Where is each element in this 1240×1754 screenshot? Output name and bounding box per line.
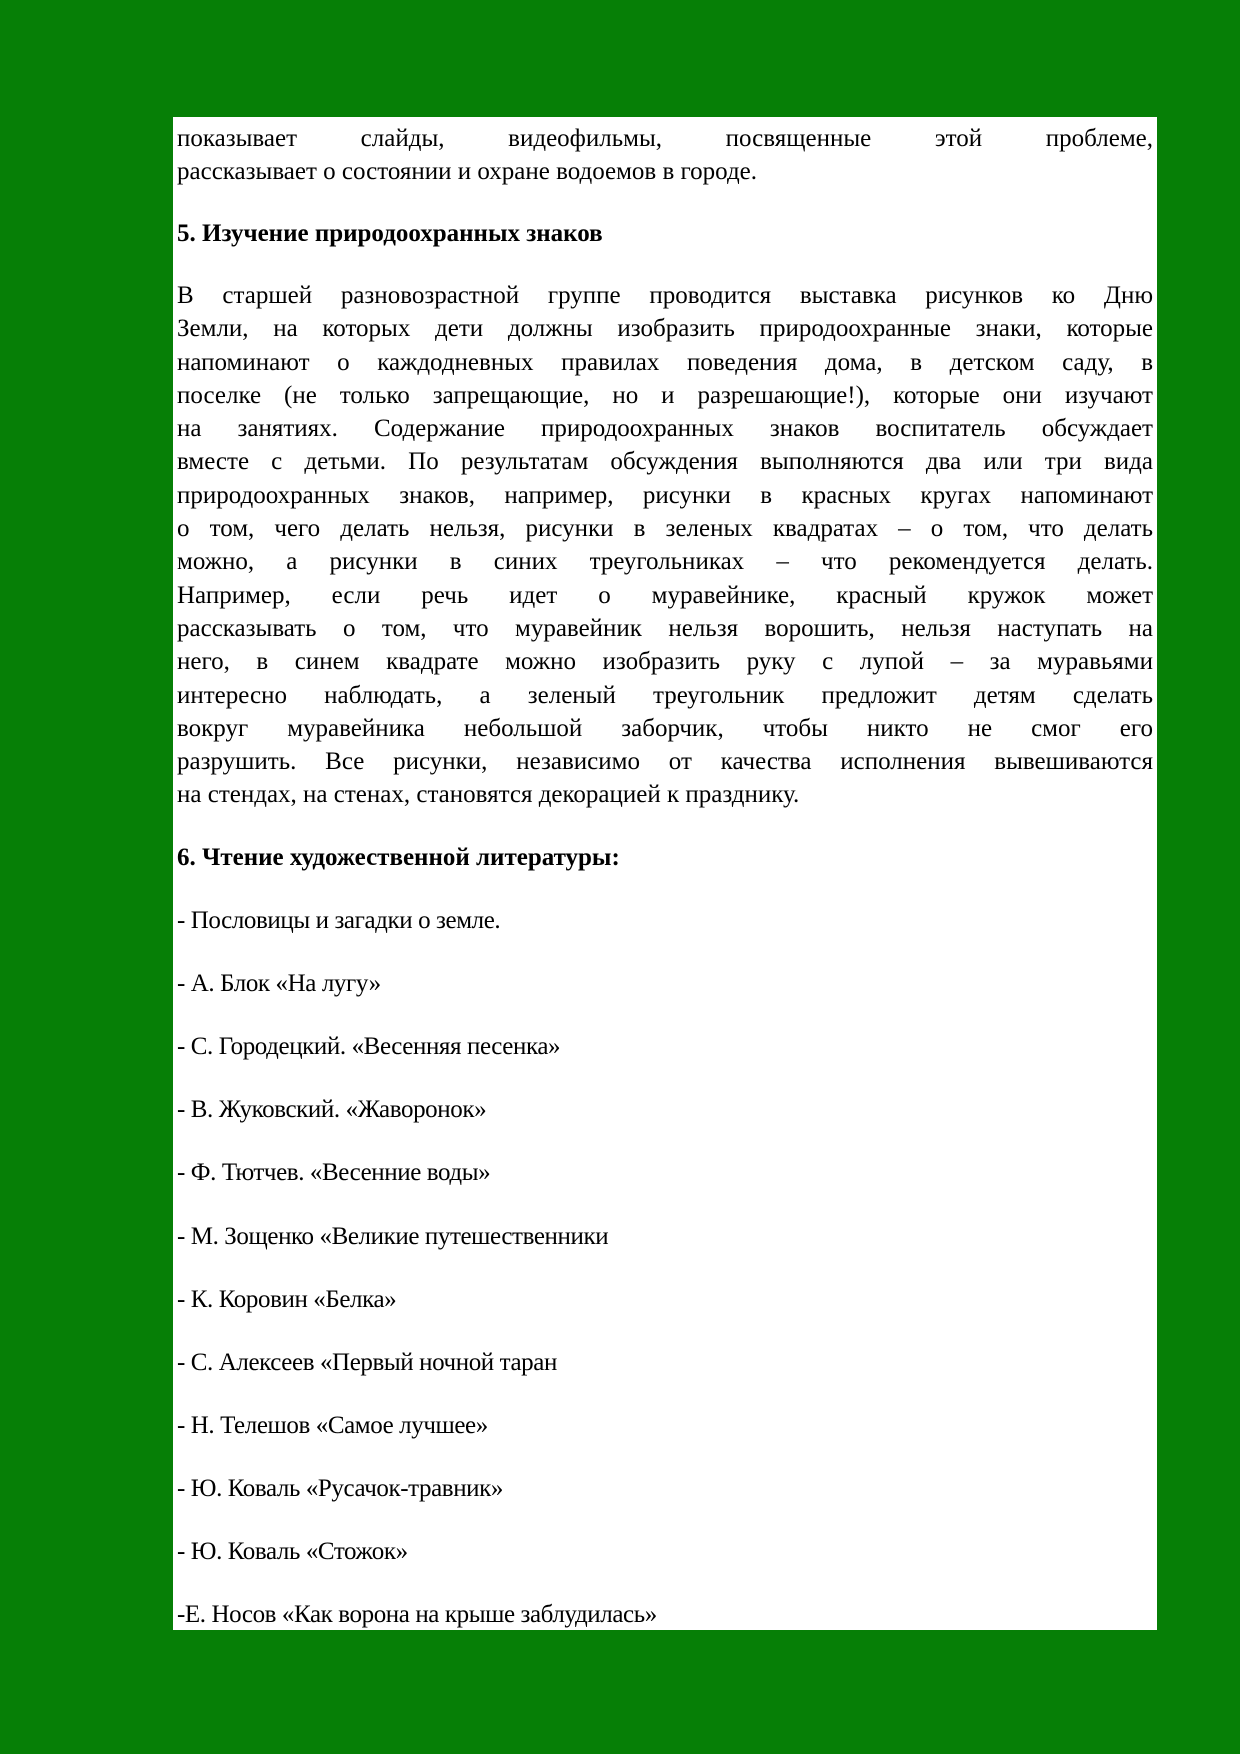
text-line: показывает слайды, видеофильмы, посвященные этой проблеме, <box>177 125 1153 152</box>
text-line: рассказывать о том, что муравейник нельзя ворошить, нельзя наступать на <box>177 614 1153 642</box>
text-line: В старшей разновозрастной группе проводится выставка рисунков ко Дню <box>177 282 1153 309</box>
text-line: поселке (не только запрещающие, но и разрешающие!), которые они изучают <box>177 381 1153 409</box>
text-line: напоминают о каждодневных правилах поведения дома, в детском саду, в <box>177 348 1153 376</box>
text-line: о том, чего делать нельзя, рисунки в зеленых квадратах – о том, что делать <box>177 515 1153 543</box>
list-item: - С. Городецкий. «Весенняя песенка» <box>177 1033 561 1061</box>
section-5-paragraph <box>177 279 1153 812</box>
list-item: - К. Коровин «Белка» <box>177 1285 397 1313</box>
list-item: - Ф. Тютчев. «Весенние воды» <box>177 1159 491 1187</box>
text-line: вокруг муравейника небольшой заборчик, чтобы никто не смог его <box>177 714 1153 742</box>
list-item: - С. Алексеев «Первый ночной таран <box>177 1348 557 1376</box>
text-line: природоохранных знаков, например, рисунки в красных кругах напоминают <box>177 481 1153 509</box>
document-page <box>173 117 1157 1630</box>
text-line: на стендах, на стенах, становятся декорацией к празднику. <box>177 781 800 809</box>
text-line: вместе с детьми. По результатам обсуждения выполняются два или три вида <box>177 448 1153 476</box>
list-item: - Ю. Коваль «Русачок-травник» <box>177 1474 503 1502</box>
text-line: рассказывает о состоянии и охране водоемов в городе. <box>177 158 758 186</box>
list-item: - В. Жуковский. «Жаворонок» <box>177 1096 487 1124</box>
section-5-heading: 5. Изучение природоохранных знаков <box>177 220 603 247</box>
list-item: - Н. Телешов «Самое лучшее» <box>177 1411 488 1439</box>
list-item: -Е. Носов «Как ворона на крыше заблудилась» <box>177 1601 657 1629</box>
list-item: - Ю. Коваль «Стожок» <box>177 1538 408 1565</box>
section-6-heading: 6. Чтение художественной литературы: <box>177 844 620 871</box>
intro-paragraph <box>177 122 1153 189</box>
text-line: можно, а рисунки в синих треугольниках – что рекомендуется делать. <box>177 548 1153 576</box>
text-line: Земли, на которых дети должны изобразить природоохранные знаки, которые <box>177 315 1153 343</box>
text-line: интересно наблюдать, а зеленый треугольник предложит детям сделать <box>177 681 1153 709</box>
text-line: разрушить. Все рисунки, независимо от качества исполнения вывешиваются <box>177 748 1153 776</box>
list-item: - А. Блок «На лугу» <box>177 970 381 998</box>
text-line: него, в синем квадрате можно изобразить руку с лупой – за муравьями <box>177 648 1153 676</box>
text-line: на занятиях. Содержание природоохранных знаков воспитатель обсуждает <box>177 415 1153 443</box>
list-item: - Пословицы и загадки о земле. <box>177 907 501 934</box>
list-item: - М. Зощенко «Великие путешественники <box>177 1222 609 1250</box>
text-line: Например, если речь идет о муравейнике, красный кружок может <box>177 581 1153 609</box>
